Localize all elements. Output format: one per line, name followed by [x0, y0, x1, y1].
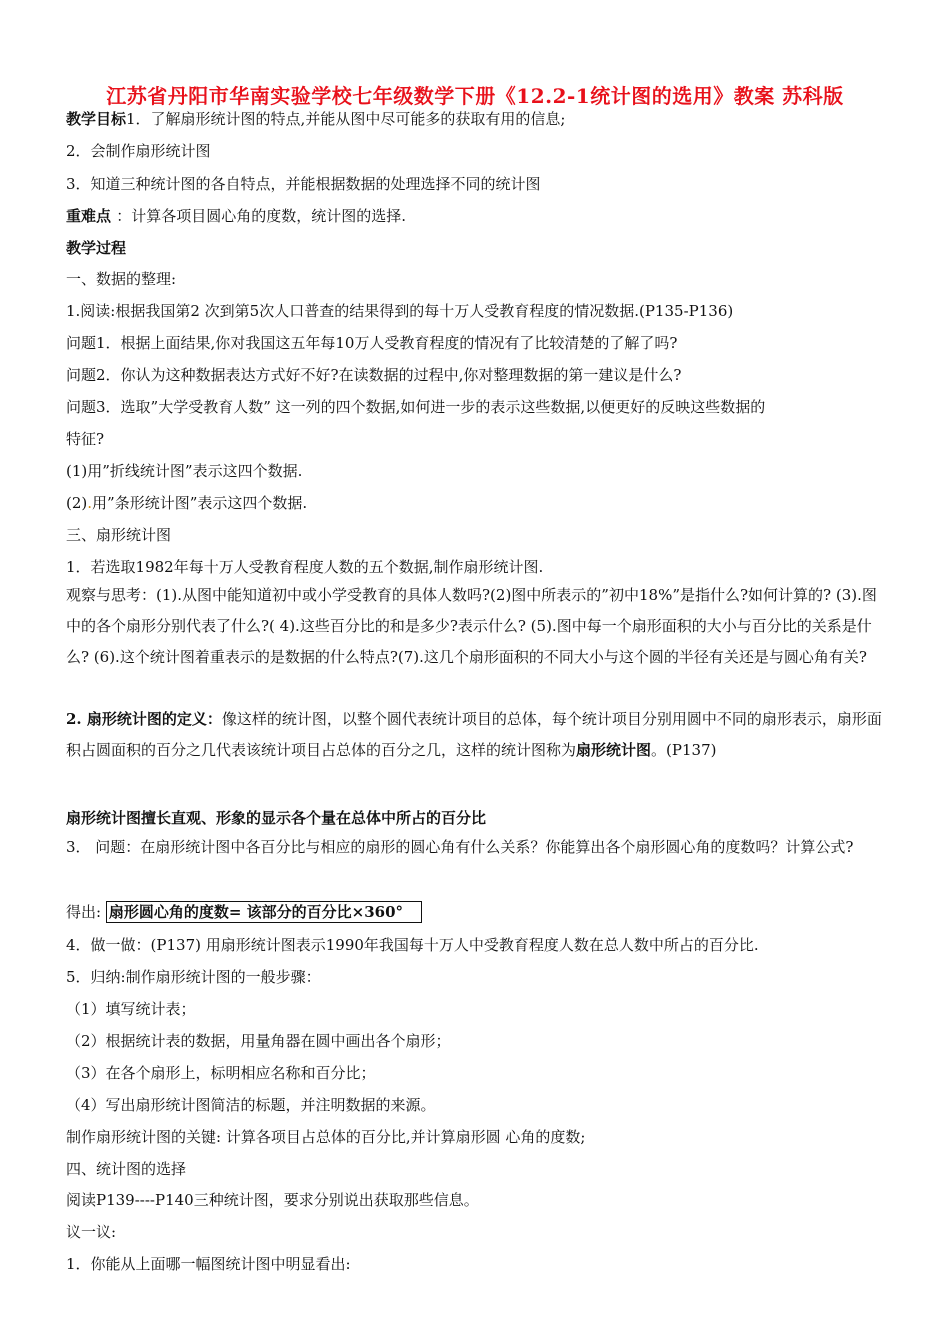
- document-title: 江苏省丹阳市华南实验学校七年级数学下册《12.2-1统计图的选用》教案 苏科版: [106, 84, 844, 108]
- definition-text: 像这样的统计图，以整个圆代表统计项目的总体，每个统计项目分别用圆中不同的扇形表示，扇形面积占圆面积的百分之几代表该统计项目占总体的百分之几，这样的统计图称为: [66, 710, 882, 759]
- discuss-label: 议一议:: [66, 1223, 117, 1241]
- goals-label: 教学目标: [66, 110, 127, 128]
- derive-line: [66, 901, 422, 923]
- key-text: ：计算各项目圆心角的度数，统计图的选择.: [116, 207, 407, 225]
- question-3-line-1: 问题3．选取”大学受教育人数” 这一列的四个数据,如何进一步的表示这些数据,以便更好的反映这些数据的: [66, 398, 766, 416]
- part-1: (1)用”折线统计图”表示这四个数据.: [66, 462, 303, 480]
- definition-end: 。(P137): [651, 741, 717, 759]
- section-3-item-1: 1．若选取1982年每十万人受教育程度人数的五个数据,制作扇形统计图.: [66, 558, 544, 576]
- step-2: （2）根据统计表的数据，用量角器在圆中画出各个扇形；: [66, 1032, 451, 1050]
- formula-box: 扇形圆心角的度数= 该部分的百分比×360°: [106, 901, 422, 923]
- section-4-heading: 四、统计图的选择: [66, 1160, 187, 1178]
- step-3: （3）在各个扇形上，标明相应名称和百分比；: [66, 1064, 376, 1082]
- definition-paragraph: [66, 704, 886, 766]
- question-3-line-2: 特征?: [66, 430, 105, 448]
- derive-label: 得出:: [66, 903, 106, 921]
- question-2: 问题2．你认为这种数据表达方式好不好?在读数据的过程中,你对整理数据的第一建议是什么?: [66, 366, 682, 384]
- key-difficulty: [66, 205, 406, 226]
- section-3-item-5: 5．归纳:制作扇形统计图的一般步骤：: [66, 968, 321, 986]
- process-heading: 教学过程: [66, 239, 127, 257]
- observe-paragraph: 观察与思考：(1).从图中能知道初中或小学受教育的具体人数吗?(2)图中所表示的”初中18%”是指什么?如何计算的? (3).图中的各个扇形分别代表了什么?( 4).这些百分比的和是多少?表示什么? (5).图中每一个扇形面积的大小与百分比的关系是什么? (6).这个统计图着重表示的是数据的什么特点?(7).这几个扇形面积的不同大小与这个圆的半径有关还是与圆心角有关?: [66, 586, 877, 666]
- definition-term: 扇形统计图: [576, 741, 652, 759]
- question-angle: 3． 问题：在扇形统计图中各百分比与相应的扇形的圆心角有什么关系？你能算出各个扇形圆心角的度数吗？计算公式?: [66, 838, 854, 856]
- goal-2: 2．会制作扇形统计图: [66, 142, 211, 160]
- question-1: 问题1．根据上面结果,你对我国这五年每10万人受教育程度的情况有了比较清楚的了解了吗?: [66, 334, 678, 352]
- goal-3: 3．知道三种统计图的各自特点，并能根据数据的处理选择不同的统计图: [66, 175, 541, 193]
- step-1: （1）填写统计表；: [66, 1000, 196, 1018]
- section-1-read: 1.阅读:根据我国第2 次到第5次人口普查的结果得到的每十万人受教育程度的情况数据.(P135-P136): [66, 302, 734, 320]
- key-point: 制作扇形统计图的关键: 计算各项目占总体的百分比,并计算扇形圆 心角的度数;: [66, 1128, 586, 1146]
- section-3-item-4: 4．做一做：(P137) 用扇形统计图表示1990年我国每十万人中受教育程度人数在总人数中所占的百分比.: [66, 936, 759, 954]
- goal-line-1: [66, 108, 565, 129]
- section-3-heading: 三、扇形统计图: [66, 526, 172, 544]
- strength-statement: 扇形统计图擅长直观、形象的显示各个量在总体中所占的百分比: [66, 809, 487, 827]
- key-label: 重难点: [66, 207, 117, 225]
- part-2: (2).用”条形统计图”表示这四个数据.: [66, 494, 308, 512]
- discuss-question-1: 1．你能从上面哪一幅图统计图中明显看出:: [66, 1255, 351, 1273]
- goal-1: 1．了解扇形统计图的特点,并能从图中尽可能多的获取有用的信息;: [126, 110, 566, 128]
- section-1-heading: 一、数据的整理:: [66, 270, 177, 288]
- step-4: （4）写出扇形统计图简洁的标题，并注明数据的来源。: [66, 1096, 436, 1114]
- section-4-read: 阅读P139----P140三种统计图，要求分别说出获取那些信息。: [66, 1191, 479, 1209]
- definition-label: 2. 扇形统计图的定义：: [66, 710, 222, 728]
